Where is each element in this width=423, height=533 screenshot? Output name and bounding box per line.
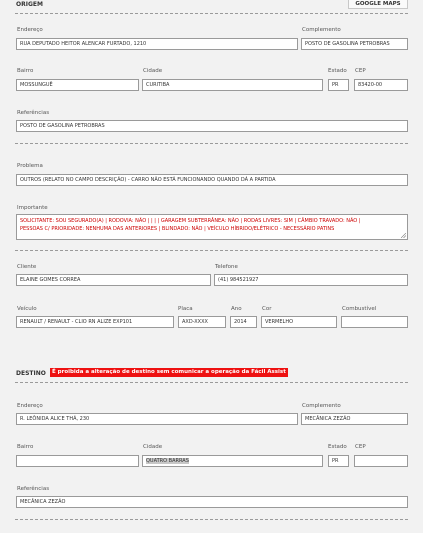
origem-complemento-label: Complemento: [302, 27, 341, 33]
problema-label: Problema: [17, 163, 43, 169]
cor-input[interactable]: VERMELHO: [261, 316, 337, 328]
origem-cep-label: CEP: [355, 68, 366, 74]
origem-endereco-label: Endereço: [17, 27, 43, 33]
destino-complemento-input[interactable]: MECÂNICA ZEZÃO: [301, 413, 408, 425]
destino-referencias-label: Referências: [17, 486, 50, 492]
importante-line-2: PESSOAS C/ PRIORIDADE: NENHUMA DAS ANTERIORES | BLINDADO: NÃO | VEÍCULO HÍBRIDO/ELÉTRICO - NECESSÁRIO PATINS: [20, 226, 335, 232]
cliente-label: Cliente: [17, 264, 37, 270]
destino-cidade-selected-text: QUATRO BARRAS: [146, 458, 189, 464]
ano-input[interactable]: 2014: [230, 316, 257, 328]
destino-complemento-label: Complemento: [302, 403, 341, 409]
destino-estado-input[interactable]: PR: [328, 455, 349, 467]
origem-endereco-input[interactable]: RUA DEPUTADO HEITOR ALENCAR FURTADO, 1210: [16, 38, 298, 50]
origem-complemento-input[interactable]: POSTO DE GASOLINA PETROBRAS: [301, 38, 408, 50]
separator: [15, 382, 408, 383]
origem-estado-input[interactable]: PR: [328, 79, 349, 91]
combustivel-label: Combustível: [342, 306, 377, 312]
origem-estado-label: Estado: [328, 68, 347, 74]
placa-input[interactable]: AXD-XXXX: [178, 316, 226, 328]
destino-bairro-input[interactable]: [16, 455, 139, 467]
destino-endereco-label: Endereço: [17, 403, 43, 409]
separator: [15, 250, 408, 251]
importante-line-1: SOLICITANTE: SOU SEGURADO(A) | RODOVIA: NÃO | | | | GARAGEM SUBTERRÂNEA: NÃO | RODAS LIVRES: SIM | CÂMBIO TRAVADO: NÃO |: [20, 218, 361, 224]
problema-input[interactable]: OUTROS (RELATO NO CAMPO DESCRIÇÃO) - CARRO NÃO ESTÁ FUNCIONANDO QUANDO DÁ A PARTIDA: [16, 174, 408, 186]
origem-referencias-label: Referências: [17, 110, 50, 116]
placa-label: Placa: [178, 306, 193, 312]
resize-grip-icon[interactable]: [401, 233, 406, 238]
origem-cep-input[interactable]: 83420-00: [354, 79, 408, 91]
separator: [15, 143, 408, 144]
veiculo-input[interactable]: RENAULT / RENAULT - CLIO RN ALIZE EXP101: [16, 316, 174, 328]
google-maps-button[interactable]: GOOGLE MAPS: [348, 0, 408, 9]
telefone-label: Telefone: [215, 264, 238, 270]
telefone-input[interactable]: (41) 984521927: [214, 274, 408, 286]
importante-textarea[interactable]: [16, 214, 408, 240]
origem-title: ORIGEM: [16, 1, 43, 8]
destino-bairro-label: Bairro: [17, 444, 34, 450]
separator: [15, 13, 408, 14]
destino-referencias-input[interactable]: MECÂNICA ZEZÃO: [16, 496, 408, 508]
destino-cep-input[interactable]: [354, 455, 408, 467]
destino-cidade-label: Cidade: [143, 444, 163, 450]
origem-bairro-input[interactable]: MOSSUNGUÊ: [16, 79, 139, 91]
destino-warning-banner: É proibida a alteração de destino sem comunicar a operação da Fácil Assist: [52, 369, 286, 375]
veiculo-label: Veículo: [17, 306, 37, 312]
destino-endereco-input[interactable]: R. LEÔNIDA ALICE THÁ, 230: [16, 413, 298, 425]
cliente-input[interactable]: ELAINE GOMES CORREA: [16, 274, 211, 286]
ano-label: Ano: [231, 306, 242, 312]
destino-cep-label: CEP: [355, 444, 366, 450]
importante-label: Importante: [17, 205, 48, 211]
origem-bairro-label: Bairro: [17, 68, 34, 74]
destino-title: DESTINO: [16, 370, 46, 377]
separator: [15, 519, 408, 520]
destino-estado-label: Estado: [328, 444, 347, 450]
combustivel-input[interactable]: [341, 316, 408, 328]
cor-label: Cor: [262, 306, 272, 312]
origem-referencias-input[interactable]: POSTO DE GASOLINA PETROBRAS: [16, 120, 408, 132]
origem-cidade-input[interactable]: CURITIBA: [142, 79, 323, 91]
destino-cidade-input[interactable]: [142, 455, 323, 467]
origem-cidade-label: Cidade: [143, 68, 163, 74]
